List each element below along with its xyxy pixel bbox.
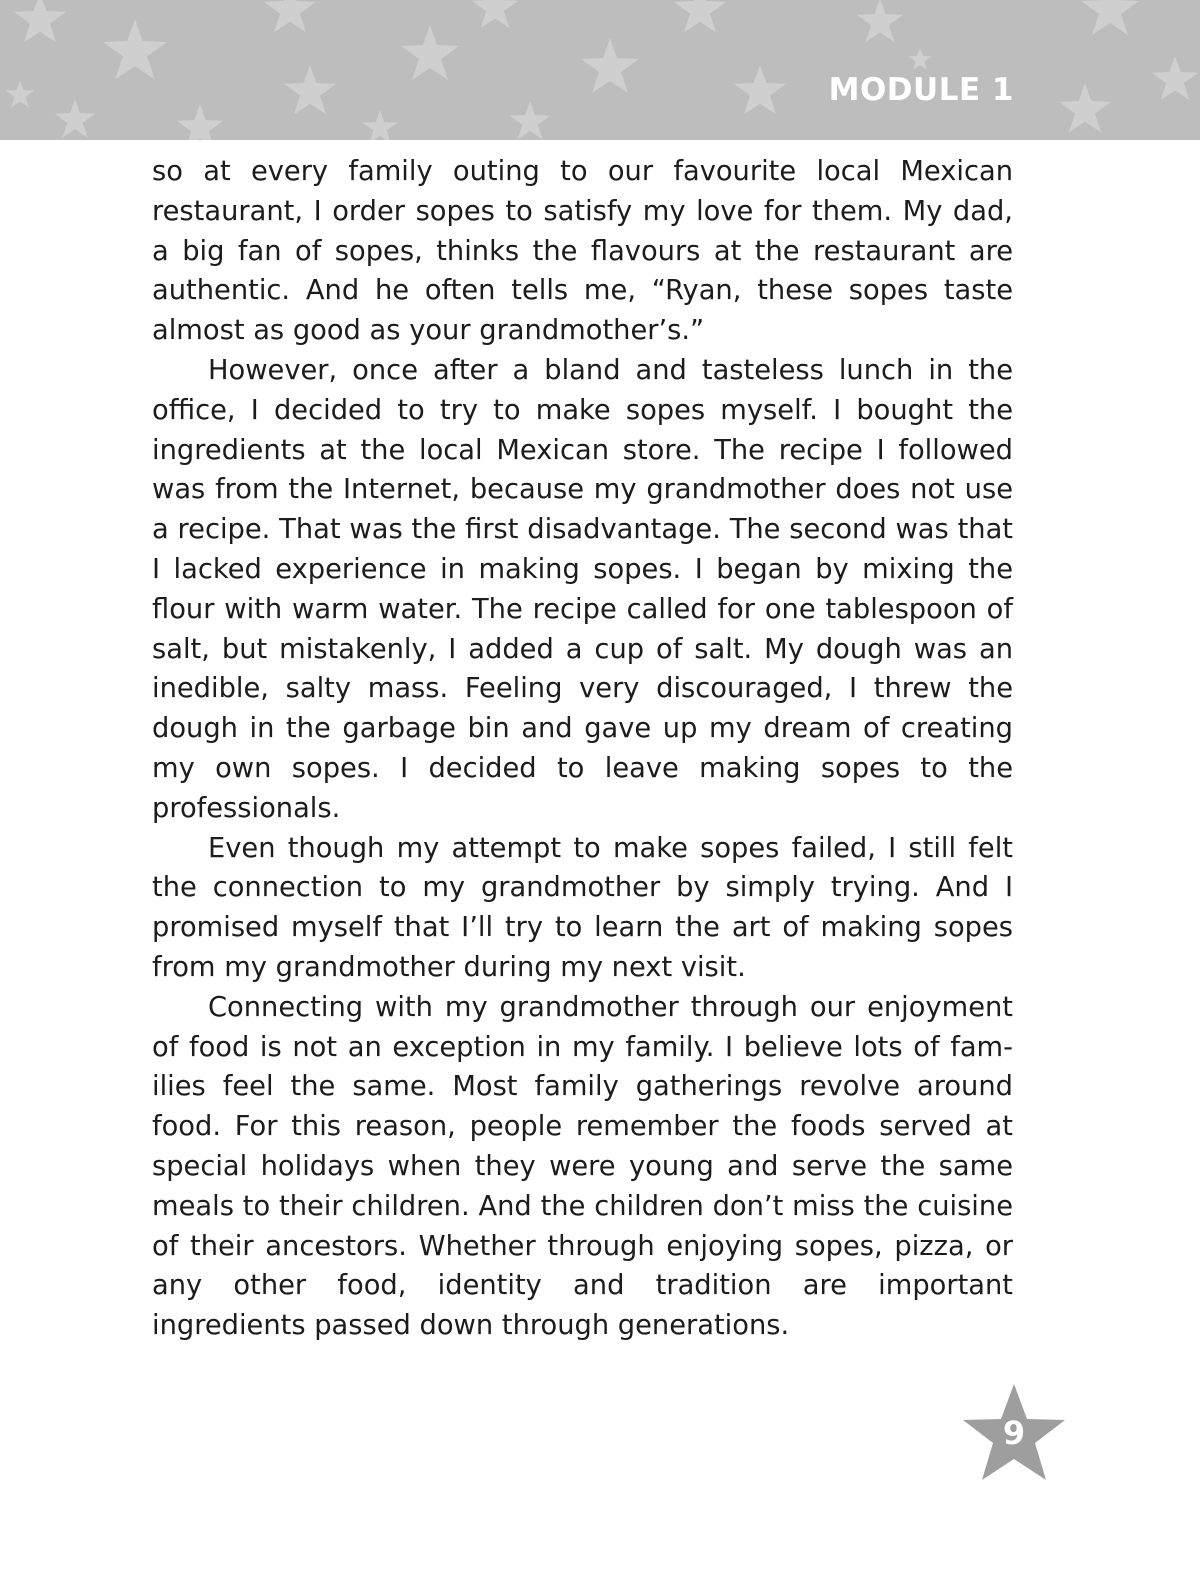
paragraph: so at every family outing to our favourite local Mexican restaurant, I order sopes to satisfy my love for them. My dad, a big fan of sopes, thinks the flavours at the restaurant are authentic. And he often tells me, “Ryan, these sopes taste almost as good as your grandmother’s.” [152,156,1013,347]
paragraph: Even though my attempt to make sopes failed, I still felt the connection to my grandmother by simply trying. And I promised myself that I’ll try to learn the art of making sopes from my grandmother during my next visit. [152,832,1013,983]
page-number: 9 [1002,1414,1026,1452]
module-header-band [0,0,1200,140]
story-body [152,152,1013,1346]
star-pattern-decoration [0,0,1200,140]
paragraph: Connecting with my grandmother through our enjoyment of food is not an exception in my family. I believe lots of families feel the same. Most family gatherings revolve around food. For this reason, people remember the foods served at special holidays when they were young and serve the same meals to their children. And the children don’t miss the cuisine of their ancestors. Whether through enjoying sopes, pizza, or any other food, identity and tradition are important ingredients passed down through generations. [152,991,1013,1342]
module-label: MODULE 1 [828,72,1014,108]
paragraph: However, once after a bland and tasteless lunch in the office, I decided to try to make sopes myself. I bought the ingredients at the local Mexican store. The recipe I followed was from the Internet, because my grandmother does not use a recipe. That was the first disadvantage. The second was that I lacked experience in making sopes. I began by mixing the flour with warm water. The recipe called for one tablespoon of salt, but mistakenly, I added a cup of salt. My dough was an inedible, salty mass. Feeling very discouraged, I threw the dough in the garbage bin and gave up my dream of creating my own sopes. I decided to leave making sopes to the professionals. [152,354,1013,824]
